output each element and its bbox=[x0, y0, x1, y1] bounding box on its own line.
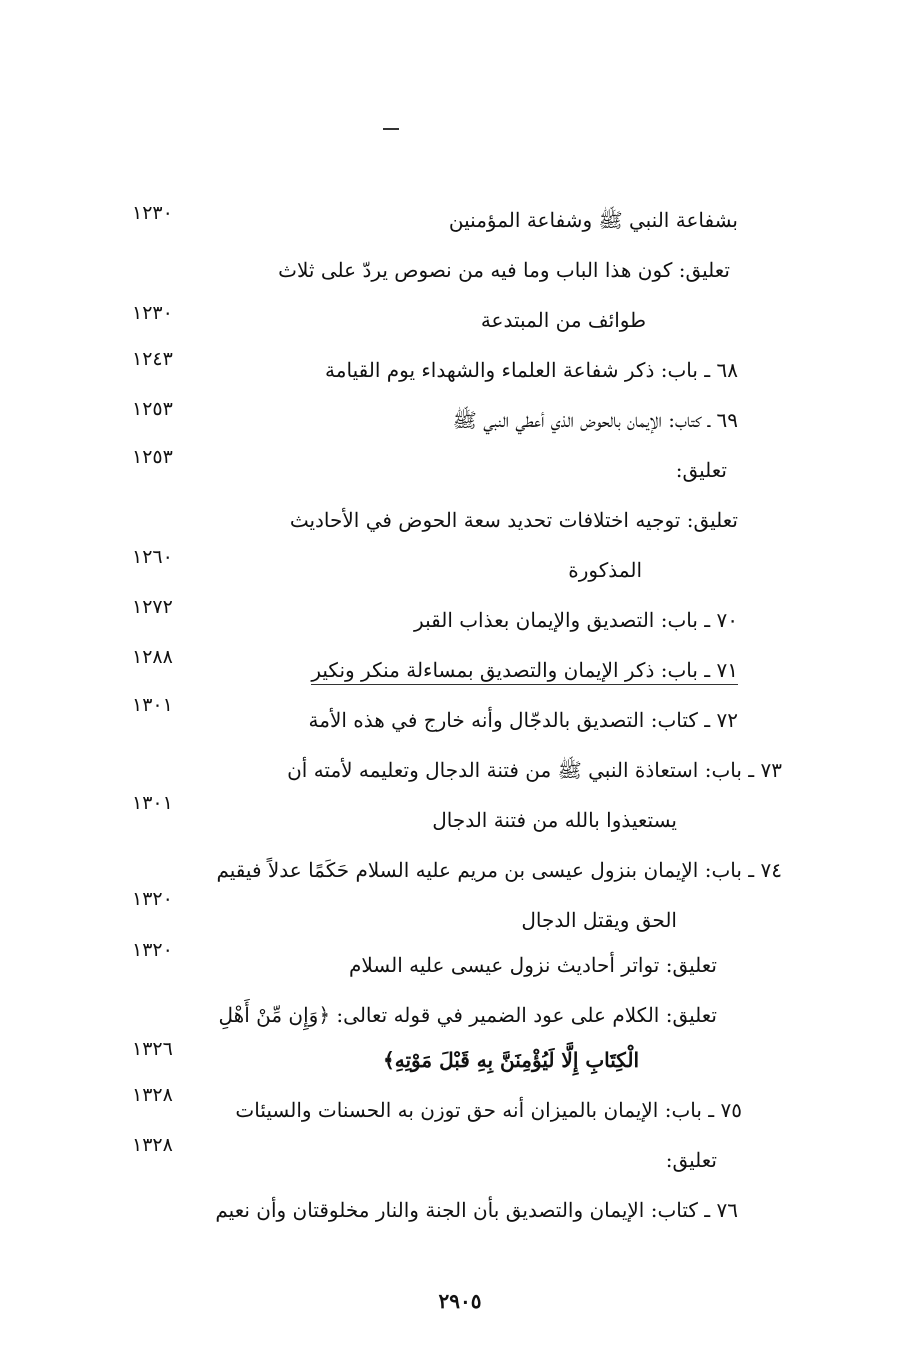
entry-text: ٧٠ ـ باب: التصديق والإيمان بعذاب القبر bbox=[414, 608, 738, 632]
page-number: ٢٩٠٥ bbox=[438, 1289, 482, 1313]
toc-entry bbox=[0, 1084, 922, 1130]
entry-page: ١٢٥٣ bbox=[132, 398, 173, 420]
entry-text: ٧٣ ـ باب: استعاذة النبي ﷺ من فتنة الدجال وتعليمه لأمته أن bbox=[287, 758, 782, 782]
toc-entry bbox=[0, 888, 922, 940]
entry-page: ١٣٢٨ bbox=[132, 1084, 173, 1106]
entry-page: ١٣٠١ bbox=[132, 792, 173, 814]
entry-text: تعليق: تواتر أحاديث نزول عيسى عليه السلام bbox=[348, 953, 717, 977]
entry-page: ١٢٥٣ bbox=[132, 446, 173, 468]
entry-text: ٧٦ ـ كتاب: الإيمان والتصديق بأن الجنة والنار مخلوقتان وأن نعيم bbox=[215, 1198, 738, 1222]
toc-entry bbox=[0, 694, 922, 740]
toc-entry bbox=[0, 1040, 922, 1080]
toc-entry bbox=[0, 546, 922, 590]
toc-entry bbox=[0, 400, 922, 440]
toc-entry bbox=[0, 300, 922, 340]
entry-text: تعليق: كون هذا الباب وما فيه من نصوص يردّ على ثلاث bbox=[278, 258, 730, 282]
toc-entry bbox=[0, 350, 922, 390]
entry-page: ١٢٨٨ bbox=[132, 646, 173, 668]
entry-text: يستعيذوا بالله من فتنة الدجال bbox=[432, 808, 677, 832]
entry-text: طوائف من المبتدعة bbox=[480, 308, 646, 332]
entry-page: ١٢٤٣ bbox=[132, 348, 173, 370]
header-dash bbox=[383, 128, 399, 130]
toc-entry bbox=[0, 1190, 922, 1230]
entry-text: تعليق: توجيه اختلافات تحديد سعة الحوض في الأحاديث bbox=[289, 508, 738, 532]
toc-entry bbox=[0, 995, 922, 1035]
toc-entry bbox=[0, 939, 922, 985]
toc-entry bbox=[0, 446, 922, 490]
entry-text: ٧٤ ـ باب: الإيمان بنزول عيسى بن مريم عليه السلام حَكَمًا عدلاً فيقيم bbox=[216, 858, 782, 882]
toc-entry bbox=[0, 200, 922, 240]
entry-text: ٦٨ ـ باب: ذكر شفاعة العلماء والشهداء يوم القيامة bbox=[325, 358, 738, 382]
entry-text: تعليق: bbox=[665, 1148, 717, 1172]
entry-text: ٧٢ ـ كتاب: التصديق بالدجّال وأنه خارج في هذه الأمة bbox=[308, 708, 738, 732]
toc-entry bbox=[0, 596, 922, 640]
entry-page: ١٢٣٠ bbox=[132, 202, 173, 224]
entry-page: ١٣٢٠ bbox=[132, 939, 173, 961]
entry-text: بشفاعة النبي ﷺ وشفاعة المؤمنين bbox=[448, 208, 738, 232]
toc-entry bbox=[0, 850, 922, 890]
toc-entry bbox=[0, 250, 922, 290]
entry-page: ١٣٢٨ bbox=[132, 1134, 173, 1156]
entry-text: الحق ويقتل الدجال bbox=[521, 908, 677, 932]
toc-entry bbox=[0, 646, 922, 690]
entry-text: تعليق: bbox=[675, 458, 727, 482]
entry-page: ١٢٧٢ bbox=[132, 596, 173, 618]
entry-page: ١٣٢٠ bbox=[132, 888, 173, 910]
toc-entry bbox=[0, 750, 922, 790]
toc-entry bbox=[0, 500, 922, 540]
toc-entry bbox=[0, 1134, 922, 1180]
entry-text: ٧١ ـ باب: ذكر الإيمان والتصديق بمساءلة منكر ونكير bbox=[311, 656, 738, 685]
entry-page: ١٣٠١ bbox=[132, 694, 173, 716]
entry-text: المذكورة bbox=[568, 558, 642, 582]
entry-text: تعليق: الكلام على عود الضمير في قوله تعالى: ﴿وَإِن مِّنْ أَهْلِ bbox=[218, 1003, 717, 1027]
toc-entry bbox=[0, 792, 922, 840]
entry-text: ٦٩ ـ كتاب: الإيمان بالحوض الذي أعطي النبي ﷺ bbox=[452, 408, 738, 432]
entry-text: ٧٥ ـ باب: الإيمان بالميزان أنه حق توزن به الحسنات والسيئات bbox=[235, 1098, 742, 1122]
entry-page: ١٢٣٠ bbox=[132, 302, 173, 324]
entry-page: ١٣٢٦ bbox=[132, 1038, 173, 1060]
entry-page: ١٢٦٠ bbox=[132, 546, 173, 568]
entry-text: الْكِتَابِ إِلَّا لَيُؤْمِنَنَّ بِهِ قَبْلَ مَوْتِهِ﴾ bbox=[383, 1048, 639, 1072]
